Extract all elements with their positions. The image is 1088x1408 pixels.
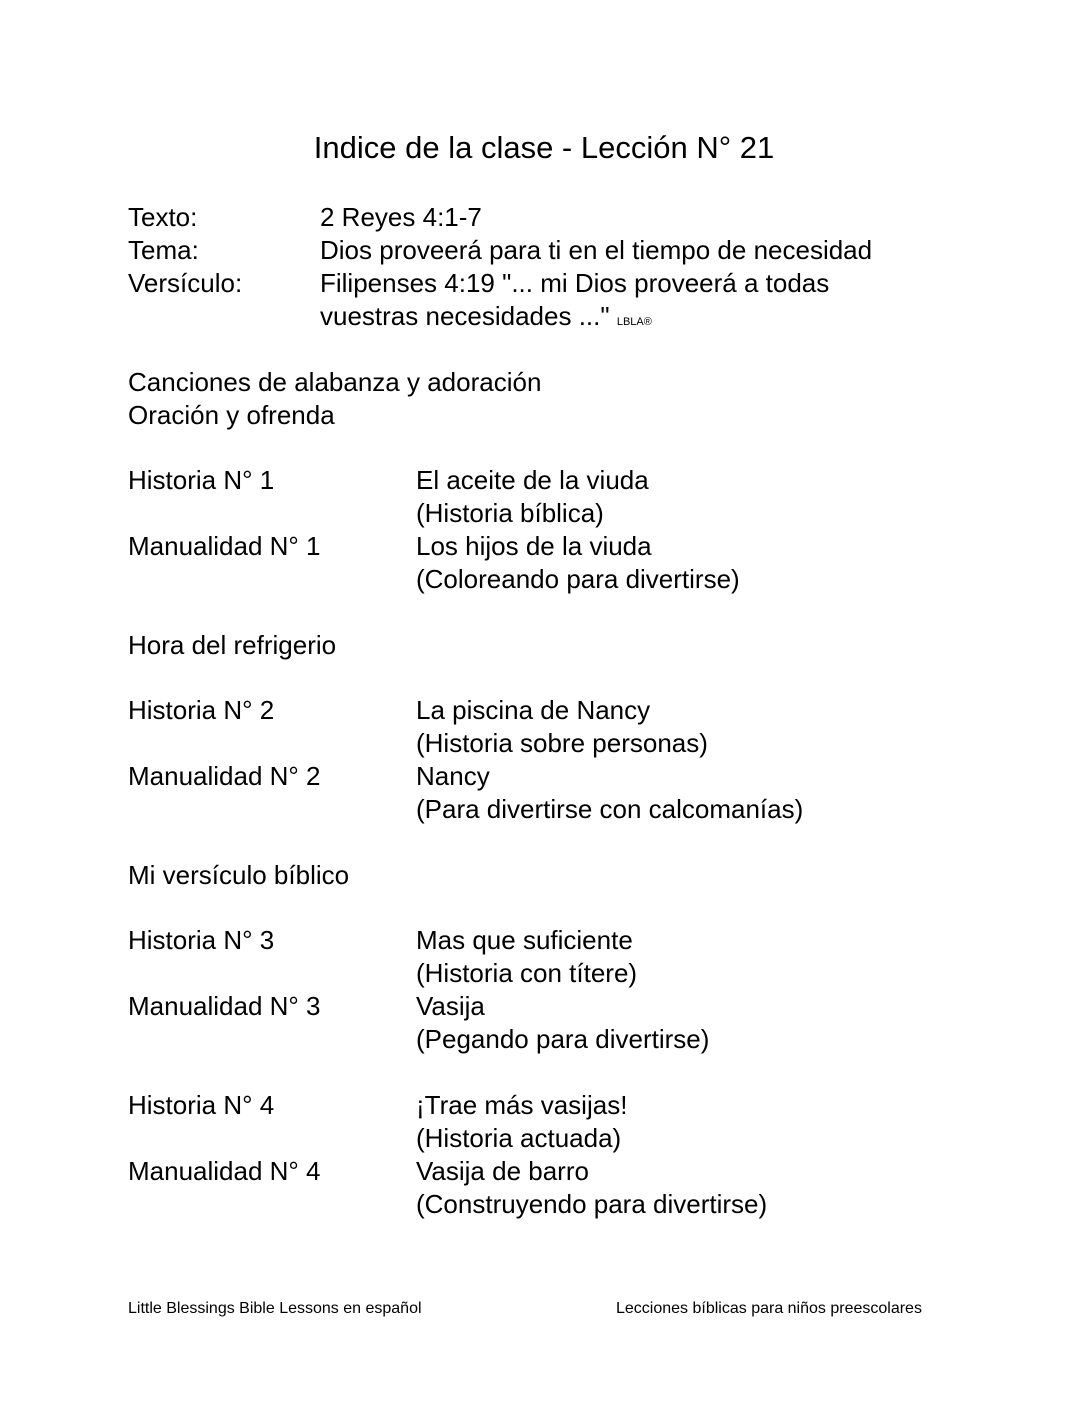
historia-3-title: Mas que suficiente [416,925,633,955]
texto-label: Texto: [128,202,198,232]
manualidad-1-title: Los hijos de la viuda [416,531,652,561]
historia-2-title: La piscina de Nancy [416,695,651,725]
historia-2-label: Historia N° 2 [128,695,275,725]
historia-4-title: ¡Trae más vasijas! [416,1090,628,1120]
manualidad-4-subtitle: (Construyendo para divertirse) [416,1189,768,1219]
historia-2-subtitle: (Historia sobre personas) [416,728,708,758]
footer-left: Little Blessings Bible Lessons en español [128,1300,422,1317]
versiculo-text-line1: Filipenses 4:19 "... mi Dios proveerá a todas [320,268,830,298]
historia-4-label: Historia N° 4 [128,1090,275,1120]
opening-prayer: Oración y ofrenda [128,400,335,430]
manualidad-1-label: Manualidad N° 1 [128,531,321,561]
versiculo-text-line2 [320,300,652,339]
manualidad-3-title: Vasija [416,991,485,1021]
versiculo-label: Versículo: [128,268,243,298]
historia-3-label: Historia N° 3 [128,925,275,955]
manualidad-2-title: Nancy [416,761,490,791]
break-versiculo: Mi versículo bíblico [128,860,350,890]
tema-value: Dios proveerá para ti en el tiempo de necesidad [320,235,873,265]
historia-1-title: El aceite de la viuda [416,465,649,495]
texto-value: 2 Reyes 4:1-7 [320,202,482,232]
historia-1-label: Historia N° 1 [128,465,275,495]
versiculo-source: LBLA® [616,316,652,328]
manualidad-3-subtitle: (Pegando para divertirse) [416,1024,710,1054]
manualidad-2-label: Manualidad N° 2 [128,761,321,791]
manualidad-2-subtitle: (Para divertirse con calcomanías) [416,794,804,824]
historia-4-subtitle: (Historia actuada) [416,1123,622,1153]
manualidad-1-subtitle: (Coloreando para divertirse) [416,564,740,594]
versiculo-line2-text: vuestras necesidades ..." [320,301,610,331]
historia-3-subtitle: (Historia con títere) [416,958,638,988]
manualidad-4-label: Manualidad N° 4 [128,1156,321,1186]
historia-1-subtitle: (Historia bíblica) [416,498,604,528]
break-refrigerio: Hora del refrigerio [128,630,337,660]
manualidad-3-label: Manualidad N° 3 [128,991,321,1021]
footer-right: Lecciones bíblicas para niños preescolares [616,1300,922,1317]
opening-songs: Canciones de alabanza y adoración [128,367,542,397]
page-title: Indice de la clase - Lección N° 21 [313,130,775,165]
manualidad-4-title: Vasija de barro [416,1156,589,1186]
tema-label: Tema: [128,235,199,265]
